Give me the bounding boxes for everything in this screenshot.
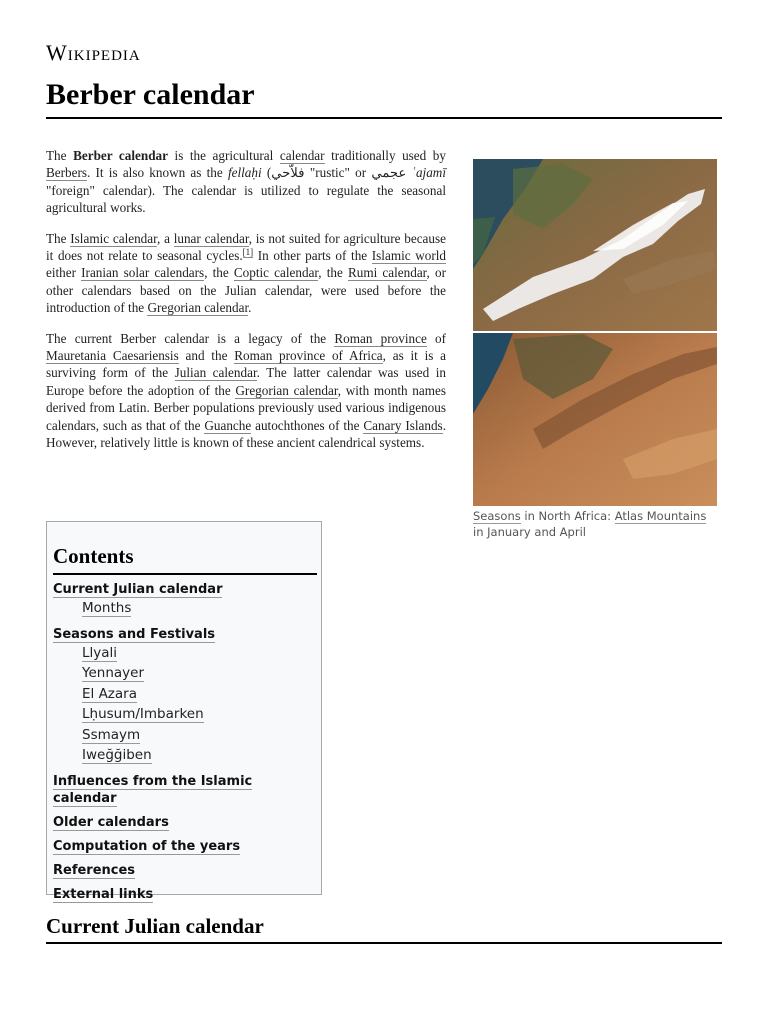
figure-caption bbox=[473, 508, 717, 540]
text: . It is also known as the bbox=[87, 165, 228, 181]
wikipedia-wordmark[interactable]: Wikipedia bbox=[46, 40, 141, 65]
toc-label[interactable]: Computation of the years bbox=[53, 838, 241, 854]
toc-label[interactable]: Influences from the Islamic calendar bbox=[53, 773, 253, 806]
toc-item-seasons-and-festivals[interactable] bbox=[53, 626, 315, 643]
italic-term: fellaḥi bbox=[227, 165, 262, 181]
toc-item-current-julian-calendar[interactable] bbox=[53, 581, 315, 598]
text: , is not suited for agriculture because it does not relate to seasonal cycles. bbox=[46, 230, 446, 264]
text: "foreign" calendar). The calendar is utilized to regulate the seasonal agricultural works. bbox=[46, 182, 446, 216]
title-divider bbox=[46, 117, 722, 119]
text: . However, relatively little is known of these ancient calendrical systems. bbox=[46, 417, 446, 451]
toc-item-lhusum-imbarken[interactable] bbox=[53, 704, 315, 725]
link-calendar[interactable]: calendar bbox=[279, 148, 325, 163]
link-lunar-calendar[interactable]: lunar calendar bbox=[173, 230, 249, 246]
link-julian-calendar[interactable]: Julian calendar bbox=[174, 365, 257, 381]
link-rumi-calendar[interactable]: Rumi calendar bbox=[347, 265, 427, 281]
text: traditionally used by bbox=[324, 148, 446, 163]
toc-label[interactable]: Ssmaym bbox=[82, 726, 141, 743]
section-heading-current-julian-calendar: Current Julian calendar bbox=[46, 914, 264, 938]
section-divider bbox=[46, 942, 722, 944]
link-gregorian-calendar[interactable]: Gregorian calendar bbox=[147, 300, 249, 316]
bold-term: Berber calendar bbox=[73, 148, 168, 163]
link-iranian-solar-calendars[interactable]: Iranian solar calendars bbox=[81, 265, 205, 281]
text: in January and April bbox=[473, 525, 586, 539]
satellite-figure bbox=[473, 159, 717, 540]
text: The bbox=[46, 230, 71, 246]
link-guanche[interactable]: Guanche bbox=[204, 417, 252, 433]
toc-label[interactable]: Yennayer bbox=[82, 665, 144, 681]
toc-label[interactable]: El Azara bbox=[82, 685, 137, 702]
text: and the bbox=[178, 348, 235, 364]
toc-label[interactable]: Lḥusum/Imbarken bbox=[82, 706, 204, 722]
toc-label[interactable]: Llyali bbox=[82, 644, 118, 661]
satellite-image[interactable] bbox=[473, 159, 717, 506]
text: . The latter calendar was used in Europe before the adoption of the bbox=[46, 365, 446, 398]
toc-label[interactable]: References bbox=[53, 862, 136, 878]
text: is the agricultural bbox=[168, 148, 280, 163]
link-coptic-calendar[interactable]: Coptic calendar bbox=[233, 265, 319, 281]
text: , the bbox=[204, 265, 234, 281]
text: , or other calendars based on the Julian calendar, were used before the introduction of the bbox=[46, 265, 446, 316]
toc-item-influences-islamic-calendar[interactable] bbox=[53, 773, 315, 807]
link-gregorian-calendar-2[interactable]: Gregorian calendar bbox=[235, 382, 338, 398]
link-roman-province-of-africa[interactable]: Roman province of Africa bbox=[234, 348, 383, 364]
toc-label[interactable]: Months bbox=[82, 600, 132, 616]
link-atlas-mountains[interactable]: Atlas Mountains bbox=[614, 509, 707, 523]
text: In other parts of the bbox=[253, 248, 372, 264]
toc-label[interactable]: Seasons and Festivals bbox=[53, 626, 216, 642]
page-title: Berber calendar bbox=[46, 78, 255, 111]
toc-item-months[interactable] bbox=[53, 598, 315, 619]
toc-label[interactable]: Older calendars bbox=[53, 814, 169, 830]
toc-label[interactable]: Current Julian calendar bbox=[53, 582, 223, 597]
toc-label[interactable]: Iweğğiben bbox=[82, 747, 152, 763]
toc-item-ssmaym[interactable] bbox=[53, 725, 315, 746]
toc-title: Contents bbox=[53, 544, 317, 575]
text: of bbox=[426, 330, 446, 346]
link-canary-islands[interactable]: Canary Islands bbox=[363, 417, 443, 433]
text: The current Berber calendar is a legacy of the bbox=[46, 330, 335, 346]
toc-item-computation-of-years[interactable] bbox=[53, 838, 315, 855]
toc-item-llyali[interactable] bbox=[53, 643, 315, 664]
text: , a bbox=[157, 230, 174, 246]
text: in North Africa: bbox=[520, 509, 615, 523]
text: , the bbox=[318, 265, 348, 281]
article-body bbox=[46, 147, 446, 465]
link-islamic-calendar[interactable]: Islamic calendar bbox=[70, 230, 157, 246]
paragraph-3 bbox=[46, 330, 446, 452]
text: (فلاّحي "rustic" or عجمي bbox=[261, 165, 412, 181]
reference-1[interactable]: [1] bbox=[242, 246, 254, 257]
text: autochthones of the bbox=[251, 417, 364, 433]
italic-term: ʿajamī bbox=[411, 165, 446, 181]
text: , as it is a surviving form of the bbox=[46, 348, 446, 381]
link-berbers[interactable]: Berbers bbox=[46, 165, 88, 181]
link-seasons[interactable]: Seasons bbox=[473, 509, 521, 523]
link-roman-province[interactable]: Roman province bbox=[334, 330, 427, 346]
paragraph-2 bbox=[46, 230, 446, 317]
text: . bbox=[248, 300, 252, 316]
table-of-contents bbox=[46, 521, 322, 902]
toc-list bbox=[53, 581, 315, 903]
text: either bbox=[46, 265, 82, 281]
text: , with month names derived from Latin. Berber populations previously used various indigenous calendars, such as that of the bbox=[46, 382, 446, 433]
toc-item-external-links[interactable] bbox=[53, 886, 315, 903]
link-mauretania-caesariensis[interactable]: Mauretania Caesariensis bbox=[46, 348, 179, 364]
toc-item-iweggiben[interactable] bbox=[53, 745, 315, 766]
link-islamic-world[interactable]: Islamic world bbox=[371, 248, 447, 264]
paragraph-1 bbox=[46, 147, 446, 217]
toc-item-yennayer[interactable] bbox=[53, 663, 315, 684]
text: The bbox=[46, 148, 74, 163]
toc-item-el-azara[interactable] bbox=[53, 684, 315, 705]
toc-item-references[interactable] bbox=[53, 862, 315, 879]
toc-label[interactable]: External links bbox=[53, 886, 154, 902]
toc-item-older-calendars[interactable] bbox=[53, 814, 315, 831]
